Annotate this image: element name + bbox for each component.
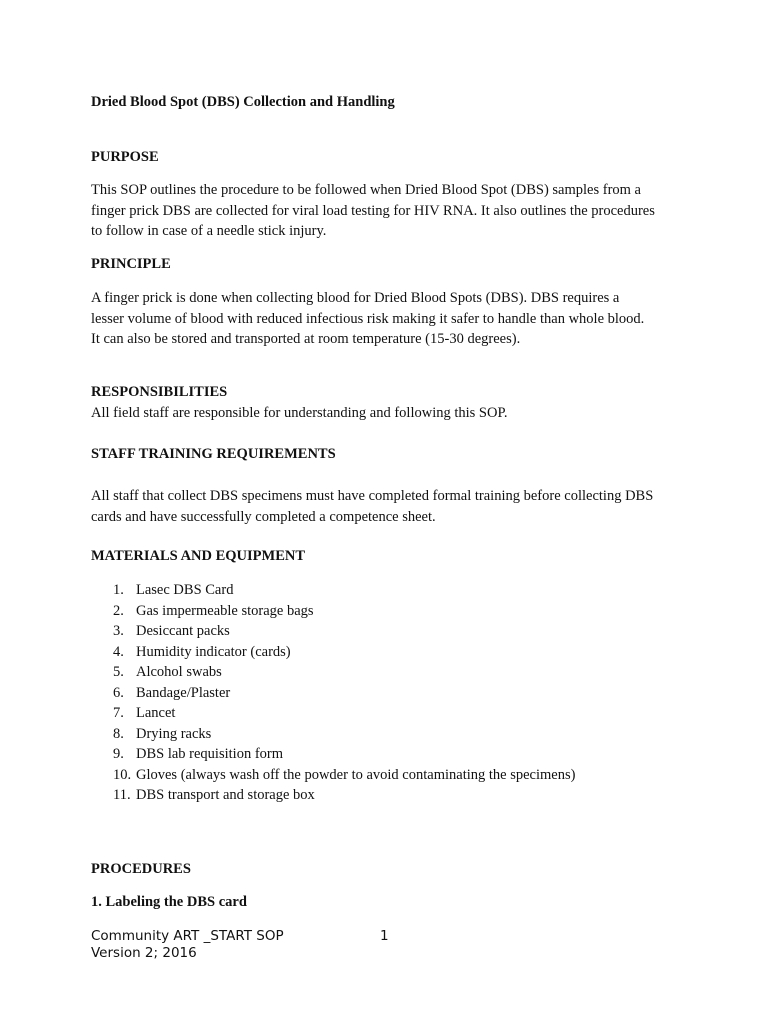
purpose-paragraph: [91, 180, 691, 242]
list-item-number: 4.: [113, 643, 124, 660]
list-item-number: 7.: [113, 705, 124, 721]
list-item-number: 1.: [113, 582, 124, 598]
page-number: 1: [380, 928, 389, 944]
responsibilities-heading: RESPONSIBILITIES: [91, 384, 228, 400]
purpose-heading: PURPOSE: [91, 149, 159, 165]
list-item-text: Gloves (always wash off the powder to avoid contaminating the specimens): [136, 766, 576, 783]
principle-line: lesser volume of blood with reduced infectious risk making it safer to handle than whole blood.: [91, 310, 645, 327]
list-item-text: Humidity indicator (cards): [136, 643, 291, 660]
list-item-text: Alcohol swabs: [136, 664, 222, 680]
procedures-heading: PROCEDURES: [91, 861, 191, 877]
list-item-text: DBS lab requisition form: [136, 746, 284, 762]
training-heading: STAFF TRAINING REQUIREMENTS: [91, 446, 336, 462]
list-item-number: 9.: [113, 746, 124, 762]
page-footer: [91, 928, 284, 962]
list-item-text: Lasec DBS Card: [136, 582, 234, 598]
training-line: cards and have successfully completed a competence sheet.: [91, 508, 436, 525]
principle-heading: PRINCIPLE: [91, 256, 171, 272]
list-item-number: 6.: [113, 684, 124, 701]
purpose-line: to follow in case of a needle stick injury.: [91, 223, 327, 239]
responsibilities-text: All field staff are responsible for understanding and following this SOP.: [91, 405, 508, 421]
footer-version: Version 2; 2016: [91, 945, 197, 961]
footer-title: Community ART _START SOP: [91, 928, 284, 944]
principle-line: It can also be stored and transported at room temperature (15-30 degrees).: [91, 331, 521, 347]
list-item-number: 10.: [113, 766, 132, 783]
procedures-subheading: 1. Labeling the DBS card: [91, 894, 247, 910]
list-item-number: 5.: [113, 664, 124, 680]
list-item-text: Drying racks: [136, 725, 212, 742]
list-item-text: Gas impermeable storage bags: [136, 602, 314, 619]
list-item-text: Desiccant packs: [136, 623, 230, 639]
list-item-text: Lancet: [136, 705, 176, 721]
principle-line: A finger prick is done when collecting blood for Dried Blood Spots (DBS). DBS requires a: [91, 290, 620, 306]
materials-heading: MATERIALS AND EQUIPMENT: [91, 548, 306, 564]
purpose-line: This SOP outlines the procedure to be followed when Dried Blood Spot (DBS) samples from a: [91, 182, 641, 198]
list-item-number: 8.: [113, 725, 124, 742]
list-item-text: DBS transport and storage box: [136, 787, 315, 803]
purpose-line: finger prick DBS are collected for viral load testing for HIV RNA. It also outlines the procedures: [91, 202, 655, 219]
list-item-number: 2.: [113, 602, 124, 619]
document-title: Dried Blood Spot (DBS) Collection and Handling: [91, 94, 395, 110]
list-item-text: Bandage/Plaster: [136, 684, 231, 701]
list-item-number: 3.: [113, 623, 124, 639]
training-line: All staff that collect DBS specimens must have completed formal training before collecting DBS: [91, 488, 654, 504]
list-item-number: 11.: [113, 787, 131, 803]
principle-paragraph: [91, 288, 691, 350]
training-paragraph: [91, 486, 691, 527]
